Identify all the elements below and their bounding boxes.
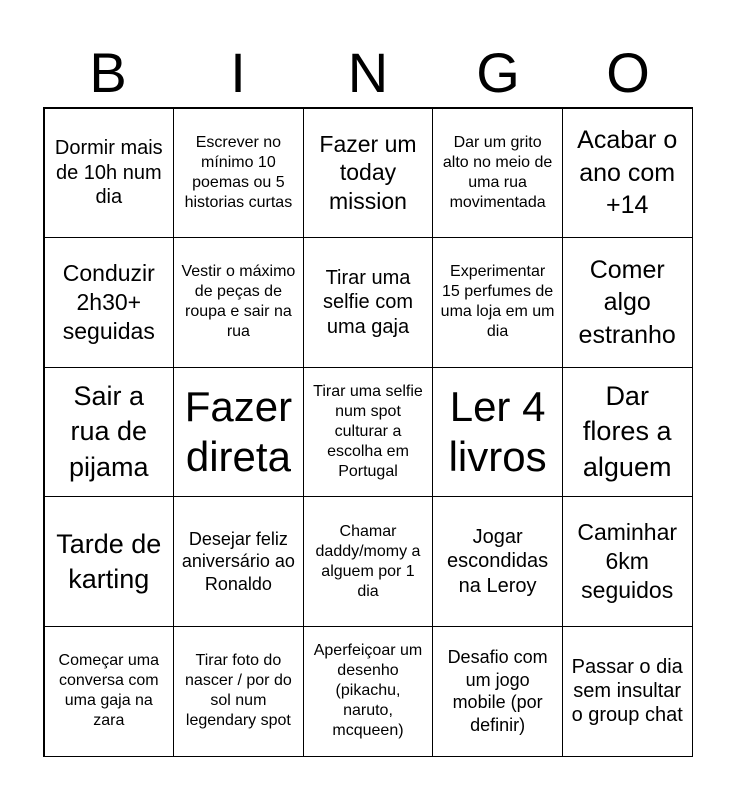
bingo-cell[interactable]: Chamar daddy/momy a alguem por 1 dia: [303, 496, 434, 627]
bingo-cell[interactable]: Tirar uma selfie num spot culturar a escolha em Portugal: [303, 367, 434, 498]
bingo-header: [43, 42, 693, 104]
header-letter-g: G: [476, 41, 520, 104]
bingo-grid: [43, 107, 693, 757]
bingo-cell[interactable]: Desejar feliz aniversário ao Ronaldo: [173, 496, 304, 627]
bingo-cell[interactable]: Tarde de karting: [44, 496, 175, 627]
bingo-cell[interactable]: Conduzir 2h30+ seguidas: [44, 237, 175, 368]
header-letter-n: N: [347, 41, 389, 104]
bingo-cell[interactable]: Caminhar 6km seguidos: [562, 496, 693, 627]
bingo-cell[interactable]: Ler 4 livros: [432, 367, 563, 498]
bingo-cell[interactable]: Fazer um today mission: [303, 108, 434, 239]
bingo-cell[interactable]: Começar uma conversa com uma gaja na zara: [44, 626, 175, 757]
header-letter-o: O: [606, 41, 650, 104]
bingo-cell[interactable]: Comer algo estranho: [562, 237, 693, 368]
bingo-cell[interactable]: Fazer direta: [173, 367, 304, 498]
bingo-cell[interactable]: Tirar foto do nascer / por do sol num legendary spot: [173, 626, 304, 757]
bingo-cell[interactable]: Passar o dia sem insultar o group chat: [562, 626, 693, 757]
bingo-cell[interactable]: Tirar uma selfie com uma gaja: [303, 237, 434, 368]
bingo-cell[interactable]: Jogar escondidas na Leroy: [432, 496, 563, 627]
bingo-cell[interactable]: Dormir mais de 10h num dia: [44, 108, 175, 239]
bingo-cell[interactable]: Desafio com um jogo mobile (por definir): [432, 626, 563, 757]
header-letter-b: B: [89, 41, 127, 104]
bingo-cell[interactable]: Dar flores a alguem: [562, 367, 693, 498]
header-letter-i: I: [230, 41, 246, 104]
bingo-cell[interactable]: Dar um grito alto no meio de uma rua movimentada: [432, 108, 563, 239]
bingo-cell[interactable]: Acabar o ano com +14: [562, 108, 693, 239]
bingo-cell[interactable]: Experimentar 15 perfumes de uma loja em um dia: [432, 237, 563, 368]
bingo-cell[interactable]: Aperfeiçoar um desenho (pikachu, naruto, mcqueen): [303, 626, 434, 757]
bingo-cell[interactable]: Vestir o máximo de peças de roupa e sair na rua: [173, 237, 304, 368]
bingo-cell[interactable]: Escrever no mínimo 10 poemas ou 5 historias curtas: [173, 108, 304, 239]
bingo-cell[interactable]: Sair a rua de pijama: [44, 367, 175, 498]
